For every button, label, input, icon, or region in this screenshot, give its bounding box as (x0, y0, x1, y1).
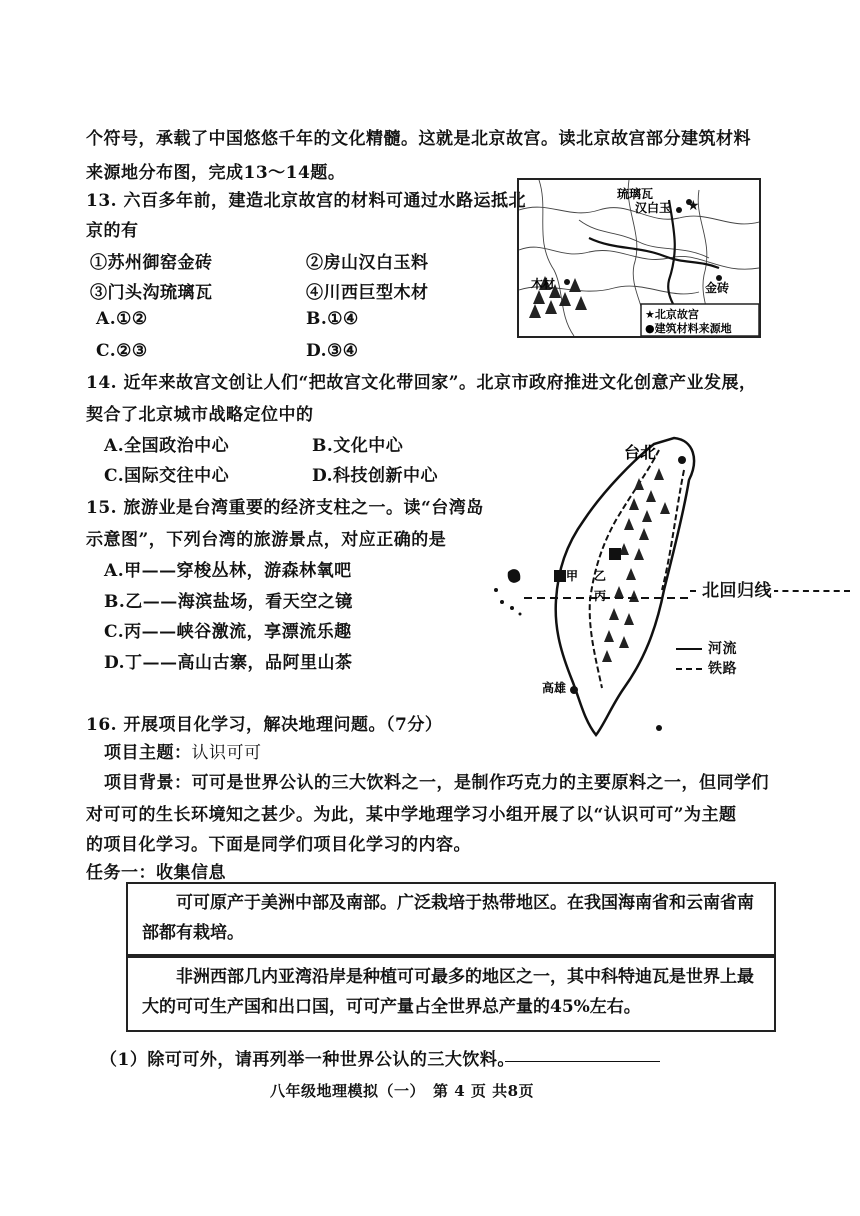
q13-stem-2: 京的有 (86, 221, 139, 241)
q16-background-text-1: 可可是世界公认的三大饮料之一，是制作巧克力的主要原料之一，但同学们 (191, 773, 769, 793)
legend-source: ●建筑材料来源地 (645, 322, 732, 335)
q16-background-line-2: 对可可的生长环境知之甚少。为此，某中学地理学习小组开展了以“认识可可”为主题 (86, 805, 737, 825)
legend-rail-symbol (676, 668, 702, 670)
q16-background-label: 项目背景： (104, 773, 192, 793)
label-jia: 甲 (566, 569, 579, 583)
info-box-2-text: 非洲西部几内亚湾沿岸是种植可可最多的地区之一，其中科特迪瓦是世界上最大的可可生产国和出口国，可可产量占全世界总产量的45%左右。 (142, 967, 754, 1017)
q14-option-a: A.全国政治中心 (104, 436, 230, 456)
q15-stem-1: 15. 旅游业是台湾重要的经济支柱之一。读“台湾岛 (86, 498, 484, 518)
info-box-1 (126, 882, 776, 956)
intro-line-1: 个符号，承载了中国悠悠千年的文化精髓。这就是北京故宫。读北京故宫部分建筑材料 (86, 129, 751, 149)
q16-background-line-3: 的项目化学习。下面是同学们项目化学习的内容。 (86, 835, 471, 855)
q13-item-4: ④川西巨型木材 (306, 283, 429, 303)
answer-blank-line[interactable] (505, 1061, 660, 1062)
label-taipei: 台北 (624, 443, 657, 462)
q16-theme-label: 项目主题： (104, 743, 192, 763)
q14-option-d: D.科技创新中心 (312, 466, 439, 486)
intro-line-2: 来源地分布图，完成13～14题。 (86, 163, 346, 183)
palace-map-drawing (519, 180, 759, 336)
q13-stem-1: 13. 六百多年前，建造北京故宫的材料可通过水路运抵北 (86, 191, 526, 211)
legend-river-label: 河流 (708, 641, 737, 657)
q15-option-d: D.丁——高山古寨，品阿里山茶 (104, 653, 353, 673)
q13-item-1: ①苏州御窑金砖 (90, 253, 213, 273)
q14-option-c: C.国际交往中心 (104, 466, 230, 486)
info-box-2 (126, 956, 776, 1032)
svg-text:★: ★ (687, 198, 700, 214)
q14-option-b: B.文化中心 (312, 436, 404, 456)
q14-stem-2: 契合了北京城市战略定位中的 (86, 405, 314, 425)
q13-option-a: A.①② (96, 309, 148, 329)
q15-option-b: B.乙——海滨盐场，看天空之镜 (104, 592, 353, 612)
page-footer: 八年级地理模拟（一） 第 4 页 共8页 (270, 1082, 535, 1100)
q13-option-d: D.③④ (306, 341, 359, 361)
q14-stem-1: 14. 近年来故宫文创让人们“把故宫文化带回家”。北京市政府推进文化创意产业发展， (86, 373, 757, 393)
label-bing: 丙 (594, 589, 607, 603)
q16-theme-value: 认识可可 (191, 743, 262, 763)
legend-river-symbol (676, 648, 702, 650)
q15-stem-2: 示意图”，下列台湾的旅游景点，对应正确的是 (86, 530, 447, 550)
label-tropic-of-cancer: 北回归线 (700, 576, 774, 601)
legend-rail-label: 铁路 (708, 661, 737, 677)
q13-option-b: B.①④ (306, 309, 359, 329)
q16-theme (104, 738, 262, 763)
q13-option-c: C.②③ (96, 341, 148, 361)
label-timber: 木材 (531, 277, 556, 291)
q16-stem: 16. 开展项目化学习，解决地理问题。（7分） (86, 715, 443, 735)
label-glazed-tile: 琉璃瓦 (617, 187, 654, 201)
q13-item-2: ②房山汉白玉料 (306, 253, 429, 273)
palace-materials-map (517, 178, 761, 338)
label-yi: 乙 (594, 569, 607, 583)
q16-subquestion-1: （1）除可可外，请再列举一种世界公认的三大饮料。 (100, 1050, 515, 1070)
label-gold-brick: 金砖 (705, 281, 730, 295)
info-box-1-text: 可可原产于美洲中部及南部。广泛栽培于热带地区。在我国海南省和云南省南部都有栽培。 (142, 893, 754, 943)
q15-option-c: C.丙——峡谷激流，享漂流乐趣 (104, 622, 352, 642)
q16-background-line-1 (104, 768, 769, 793)
q16-task-1: 任务一：收集信息 (86, 863, 226, 883)
legend-palace: ★北京故宫 (645, 308, 699, 321)
label-kaohsiung: 高雄 (542, 681, 567, 695)
q13-item-3: ③门头沟琉璃瓦 (90, 283, 213, 303)
label-white-marble: 汉白玉 (635, 201, 672, 215)
q15-option-a: A.甲——穿梭丛林，游森林氧吧 (104, 561, 352, 581)
